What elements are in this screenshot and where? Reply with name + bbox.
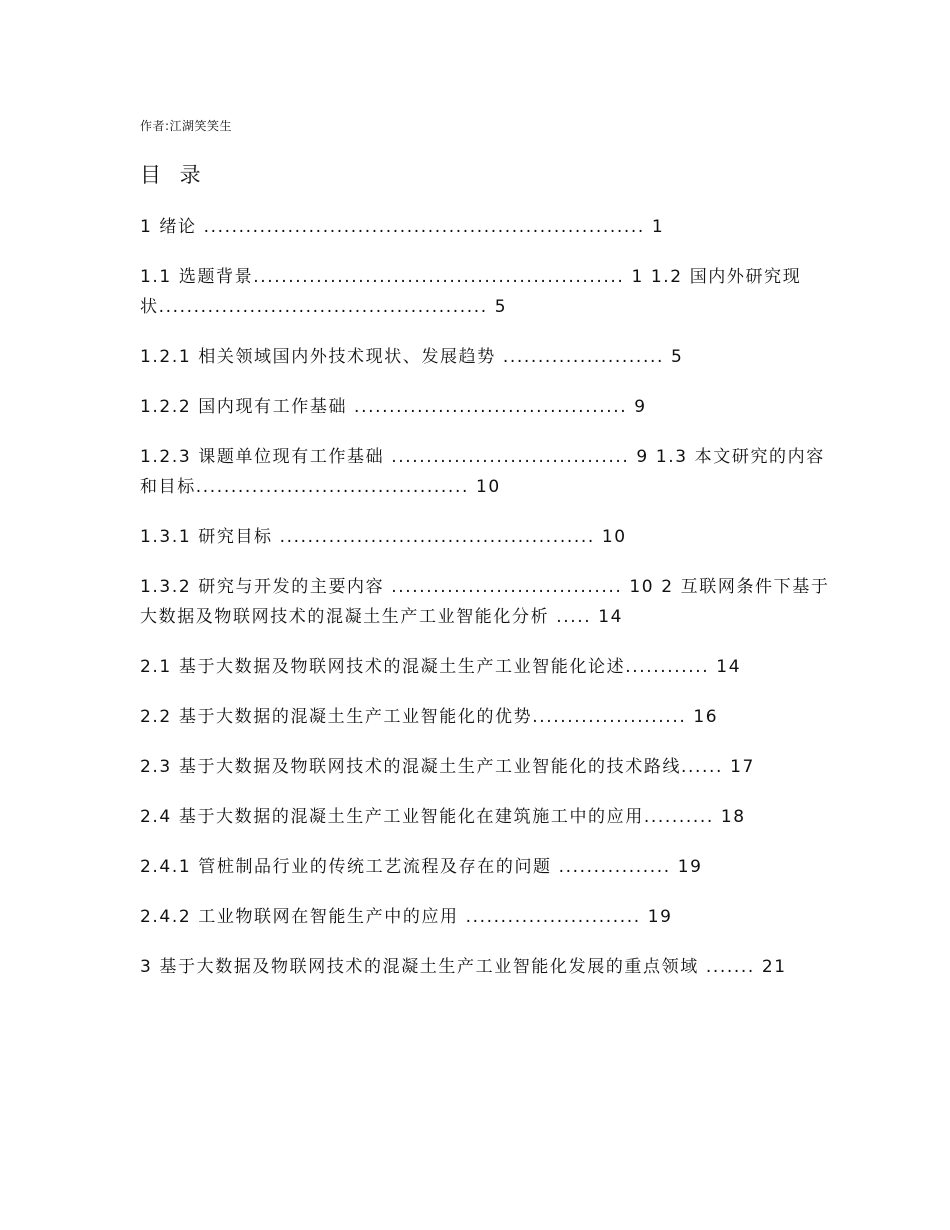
author-line: 作者:江湖笑笑生 bbox=[140, 119, 233, 133]
toc-entry: 2.1 基于大数据及物联网技术的混凝土生产工业智能化论述............ 14 bbox=[140, 657, 742, 677]
toc-entry: 3 基于大数据及物联网技术的混凝土生产工业智能化发展的重点领域 ....... 21 bbox=[140, 957, 787, 977]
toc-entry: 2.4.2 工业物联网在智能生产中的应用 ......................... 19 bbox=[140, 907, 673, 927]
toc-entry: 2.3 基于大数据及物联网技术的混凝土生产工业智能化的技术路线...... 17 bbox=[140, 757, 755, 777]
toc-entry: 1.2.3 课题单位现有工作基础 .................................. 9 1.3 本文研究的内容和目标....................................... 10 bbox=[140, 447, 825, 497]
toc-entry: 2.4.1 管桩制品行业的传统工艺流程及存在的问题 ................ 19 bbox=[140, 857, 703, 877]
toc-entry: 1.2.1 相关领域国内外技术现状、发展趋势 ....................... 5 bbox=[140, 347, 684, 367]
table-of-contents bbox=[140, 212, 830, 1002]
toc-entry: 1.1 选题背景..................................................... 1 1.2 国内外研究现状............................................... 5 bbox=[140, 267, 802, 317]
toc-entry: 2.4 基于大数据的混凝土生产工业智能化在建筑施工中的应用.......... 18 bbox=[140, 807, 746, 827]
toc-entry: 1 绪论 ............................................................... 1 bbox=[140, 217, 665, 237]
toc-entry: 1.2.2 国内现有工作基础 ....................................... 9 bbox=[140, 397, 647, 417]
toc-entry: 1.3.1 研究目标 ............................................. 10 bbox=[140, 527, 627, 547]
toc-entry: 1.3.2 研究与开发的主要内容 ................................. 10 2 互联网条件下基于大数据及物联网技术的混凝土生产工业智能化分析 ..... 14 bbox=[140, 577, 830, 627]
toc-entry: 2.2 基于大数据的混凝土生产工业智能化的优势...................... 16 bbox=[140, 707, 719, 727]
toc-title: 目 录 bbox=[140, 163, 207, 187]
